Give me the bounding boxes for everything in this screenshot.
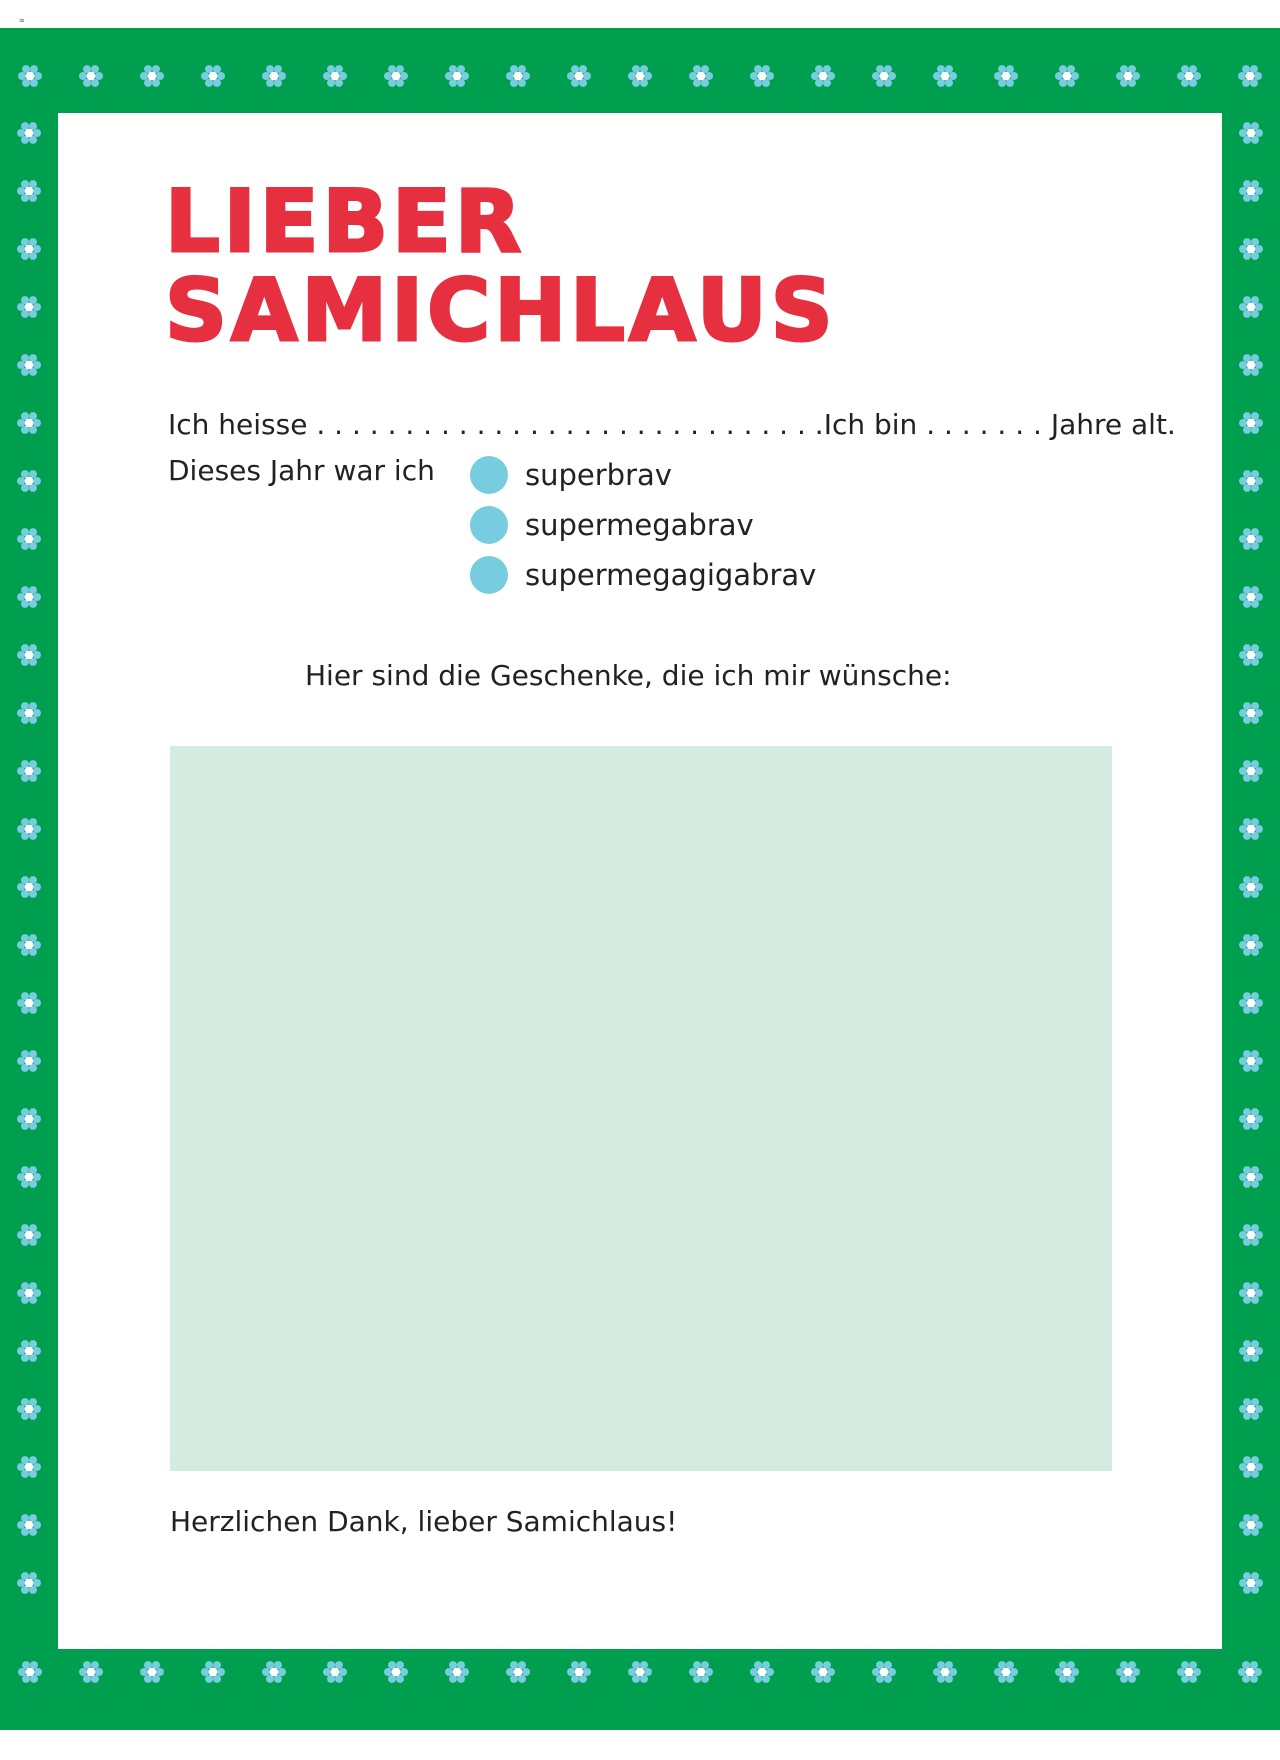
radio-circle-icon[interactable] <box>470 556 508 594</box>
flower-icon <box>1239 180 1263 202</box>
flower-icon <box>1239 1050 1263 1072</box>
flower-icon <box>750 1661 774 1683</box>
corner-mark: ≡ <box>19 19 25 24</box>
flower-icon <box>17 992 41 1014</box>
flower-icon <box>17 1282 41 1304</box>
flower-icon <box>18 65 42 87</box>
flower-icon <box>1116 65 1140 87</box>
flower-icon <box>1239 296 1263 318</box>
wish-list-area[interactable] <box>170 746 1112 1471</box>
flower-icon <box>1055 1661 1079 1683</box>
flower-icon <box>1239 412 1263 434</box>
title-line-lieber: LIEBER <box>165 172 526 272</box>
flower-icon <box>811 1661 835 1683</box>
name-label: Ich heisse <box>168 408 308 441</box>
flower-icon <box>1239 1514 1263 1536</box>
option-supermegagigabrav[interactable] <box>470 554 816 596</box>
age-label: Ich bin <box>823 408 918 441</box>
flower-icon <box>17 1224 41 1246</box>
radio-circle-icon[interactable] <box>470 456 508 494</box>
option-supermegabrav[interactable] <box>470 504 754 546</box>
flower-icon <box>17 1514 41 1536</box>
behavior-label: Dieses Jahr war ich <box>168 454 435 487</box>
flower-icon <box>1239 702 1263 724</box>
flower-icon <box>323 1661 347 1683</box>
flower-icon <box>750 65 774 87</box>
flower-icon <box>1238 1661 1262 1683</box>
flower-icon <box>17 1108 41 1130</box>
flower-icon <box>1239 1108 1263 1130</box>
radio-circle-icon[interactable] <box>470 506 508 544</box>
flower-icon <box>201 65 225 87</box>
flower-icon <box>140 1661 164 1683</box>
age-section <box>824 408 1176 442</box>
wish-list-prompt: Hier sind die Geschenke, die ich mir wünsche: <box>305 659 952 692</box>
flower-icon <box>628 1661 652 1683</box>
flower-icon <box>17 876 41 898</box>
flower-icon <box>17 1398 41 1420</box>
flower-icon <box>384 1661 408 1683</box>
flower-icon <box>1239 818 1263 840</box>
flower-icon <box>1177 1661 1201 1683</box>
flower-icon <box>17 528 41 550</box>
name-section <box>168 408 824 442</box>
flower-icon <box>1239 934 1263 956</box>
flower-icon <box>506 1661 530 1683</box>
flower-icon <box>17 934 41 956</box>
flower-icon <box>262 1661 286 1683</box>
flower-icon <box>17 586 41 608</box>
flower-icon <box>17 1456 41 1478</box>
flower-icon <box>17 1340 41 1362</box>
flower-icon <box>872 65 896 87</box>
flower-icon <box>1239 876 1263 898</box>
flower-icon <box>994 1661 1018 1683</box>
letter-title <box>165 172 837 361</box>
flower-icon <box>17 644 41 666</box>
flower-icon <box>1239 354 1263 376</box>
flower-icon <box>506 65 530 87</box>
flower-icon <box>140 65 164 87</box>
flower-icon <box>1239 470 1263 492</box>
option-label: supermegagigabrav <box>525 558 817 592</box>
flower-icon <box>79 1661 103 1683</box>
flower-icon <box>1239 586 1263 608</box>
name-age-line <box>168 408 1176 442</box>
age-suffix: Jahre alt. <box>1050 408 1176 441</box>
flower-icon <box>17 1166 41 1188</box>
flower-icon <box>1239 1340 1263 1362</box>
flower-icon <box>1239 1166 1263 1188</box>
flower-icon <box>79 65 103 87</box>
flower-icon <box>1239 238 1263 260</box>
flower-icon <box>933 65 957 87</box>
flower-icon <box>628 65 652 87</box>
flower-icon <box>201 1661 225 1683</box>
flower-icon <box>17 818 41 840</box>
flower-icon <box>17 238 41 260</box>
flower-icon <box>1239 992 1263 1014</box>
flower-icon <box>17 702 41 724</box>
title-line-samichlaus: SAMICHLAUS <box>165 261 837 361</box>
flower-icon <box>872 1661 896 1683</box>
flower-icon <box>689 1661 713 1683</box>
flower-icon <box>1239 528 1263 550</box>
flower-icon <box>17 354 41 376</box>
flower-icon <box>1239 760 1263 782</box>
name-fill-line[interactable]: . . . . . . . . . . . . . . . . . . . . . . . . . . . . . <box>316 408 824 441</box>
flower-icon <box>17 1572 41 1594</box>
flower-icon <box>994 65 1018 87</box>
option-superbrav[interactable] <box>470 454 672 496</box>
flower-icon <box>1239 1398 1263 1420</box>
flower-icon <box>1239 644 1263 666</box>
flower-icon <box>17 296 41 318</box>
flower-icon <box>17 180 41 202</box>
flower-icon <box>567 1661 591 1683</box>
flower-icon <box>933 1661 957 1683</box>
flower-icon <box>17 122 41 144</box>
flower-icon <box>445 65 469 87</box>
flower-icon <box>17 412 41 434</box>
flower-icon <box>445 1661 469 1683</box>
flower-icon <box>689 65 713 87</box>
flower-icon <box>567 65 591 87</box>
flower-icon <box>1177 65 1201 87</box>
flower-icon <box>1239 1572 1263 1594</box>
flower-icon <box>1239 122 1263 144</box>
flower-icon <box>811 65 835 87</box>
flower-icon <box>17 1050 41 1072</box>
age-fill-line[interactable]: . . . . . . . <box>926 408 1042 441</box>
flower-icon <box>1239 1282 1263 1304</box>
flower-icon <box>17 760 41 782</box>
flower-icon <box>17 470 41 492</box>
flower-icon <box>1055 65 1079 87</box>
flower-icon <box>1239 1456 1263 1478</box>
flower-icon <box>1239 1224 1263 1246</box>
flower-icon <box>1116 1661 1140 1683</box>
option-label: superbrav <box>525 458 672 492</box>
flower-icon <box>18 1661 42 1683</box>
flower-icon <box>1238 65 1262 87</box>
flower-icon <box>384 65 408 87</box>
option-label: supermegabrav <box>525 508 754 542</box>
closing-thanks: Herzlichen Dank, lieber Samichlaus! <box>170 1505 678 1538</box>
flower-icon <box>323 65 347 87</box>
flower-icon <box>262 65 286 87</box>
